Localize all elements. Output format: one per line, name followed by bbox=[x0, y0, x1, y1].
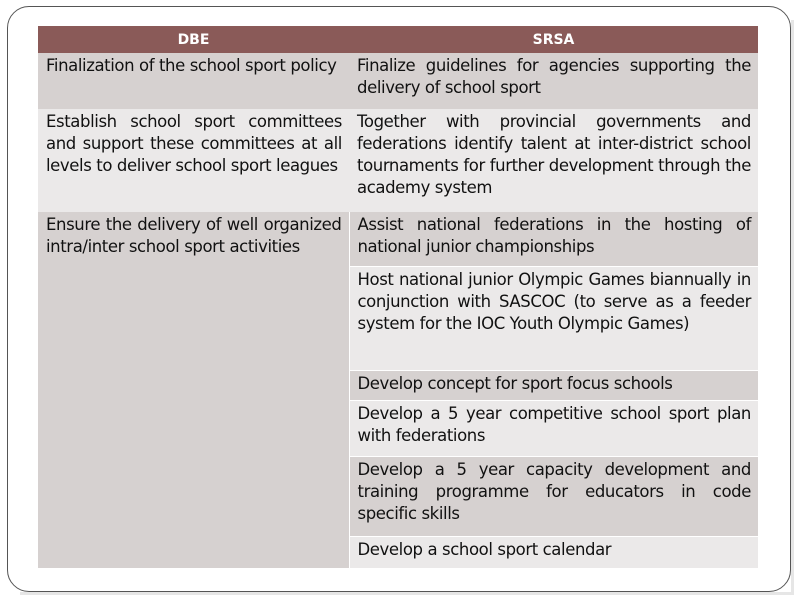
header-dbe: DBE bbox=[38, 26, 349, 53]
dbe-cell: Ensure the delivery of well organized intra/inter school sport activities bbox=[38, 212, 349, 568]
dbe-cell: Finalization of the school sport policy bbox=[38, 53, 349, 109]
srsa-cell: Assist national federations in the hosting of national junior championships bbox=[349, 212, 758, 267]
table-header-row bbox=[38, 26, 758, 53]
srsa-cell: Develop a 5 year competitive school sport plan with federations bbox=[349, 401, 758, 457]
slide-shadow-bottom bbox=[20, 592, 794, 595]
srsa-cell: Together with provincial governments and federations identify talent at inter-district school tournaments for further development through the academy system bbox=[349, 109, 758, 212]
table-row bbox=[38, 53, 758, 109]
srsa-cell: Develop a 5 year capacity development and training programme for educators in code specific skills bbox=[349, 457, 758, 537]
dbe-cell: Establish school sport committees and support these committees at all levels to deliver school sport leagues bbox=[38, 109, 349, 212]
srsa-cell: Develop concept for sport focus schools bbox=[349, 371, 758, 401]
slide-shadow-right bbox=[791, 20, 794, 595]
srsa-cell: Finalize guidelines for agencies supporting the delivery of school sport bbox=[349, 53, 758, 109]
srsa-cell: Develop a school sport calendar bbox=[349, 537, 758, 569]
responsibilities-table bbox=[38, 26, 758, 568]
table-row bbox=[38, 212, 758, 267]
srsa-cell: Host national junior Olympic Games biannually in conjunction with SASCOC (to serve as a feeder system for the IOC Youth Olympic Games) bbox=[349, 267, 758, 371]
table-row bbox=[38, 109, 758, 212]
header-srsa: SRSA bbox=[349, 26, 758, 53]
